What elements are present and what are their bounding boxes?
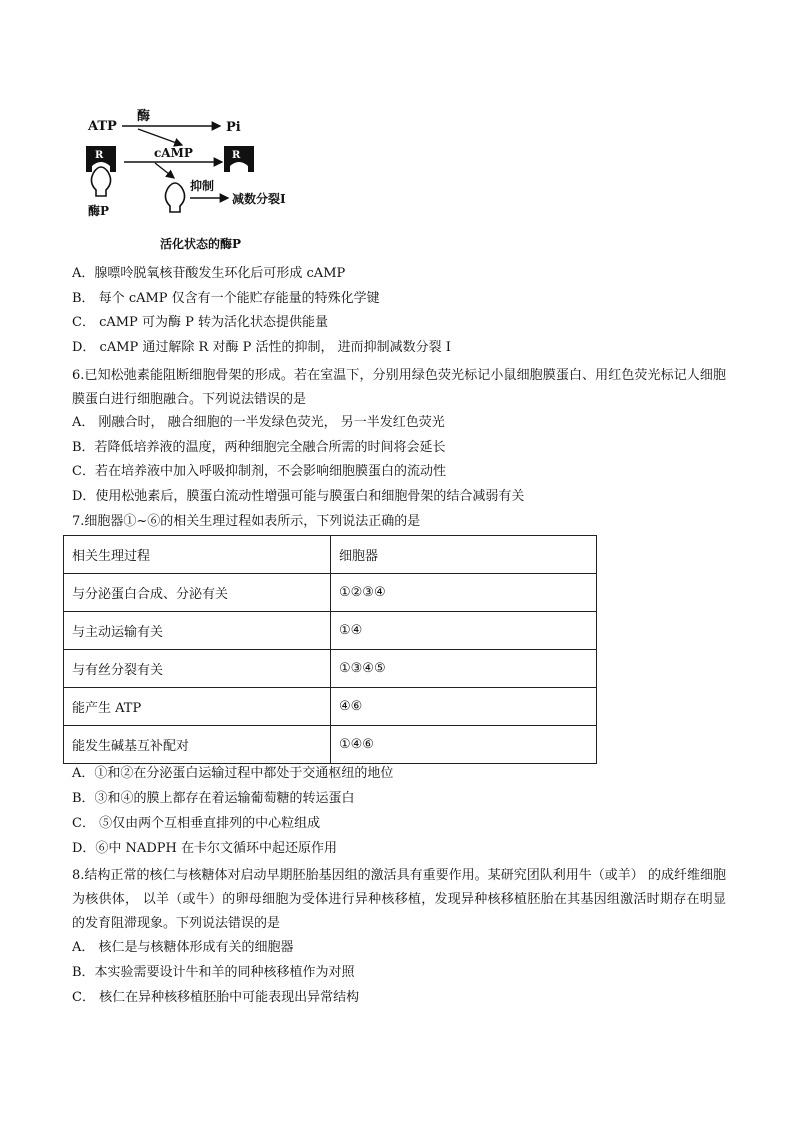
q7-option-c: C． ⑤仅由两个互相垂直排列的中心粒组成 bbox=[72, 816, 321, 831]
meiosis-label: 减数分裂I bbox=[232, 192, 286, 206]
table-cell: 能产生 ATP bbox=[64, 688, 331, 726]
table-cell: ④⑥ bbox=[331, 688, 597, 726]
inhibit-label: 抑制 bbox=[190, 179, 215, 193]
table-cell: 与主动运输有关 bbox=[64, 612, 331, 650]
atp-to-camp-arrow bbox=[138, 129, 182, 145]
r-label-left: R bbox=[95, 150, 104, 161]
q6-stem: 6.已知松弛素能阻断细胞骨架的形成。若在室温下，分别用绿色荧光标记小鼠细胞膜蛋白、用红色荧光标记人细胞膜蛋白进行细胞融合。下列说法错误的是 bbox=[72, 368, 726, 407]
q8-option-a: A． 核仁是与核糖体形成有关的细胞器 bbox=[72, 940, 294, 955]
table-cell: 与有丝分裂有关 bbox=[64, 650, 331, 688]
q5-option-a: A．腺嘌呤脱氧核苷酸发生环化后可形成 cAMP bbox=[72, 266, 346, 281]
q6-option-c: C．若在培养液中加入呼吸抑制剂，不会影响细胞膜蛋白的流动性 bbox=[72, 464, 446, 479]
q8-option-b: B．本实验需要设计牛和羊的同种核移植作为对照 bbox=[72, 965, 355, 980]
table-cell: ①④ bbox=[331, 612, 597, 650]
to-active-enzyme-arrow bbox=[155, 163, 174, 178]
table-row bbox=[64, 688, 597, 726]
q6-option-d: D．使用松弛素后，膜蛋白流动性增强可能与膜蛋白和细胞骨架的结合减弱有关 bbox=[72, 489, 525, 504]
table-row bbox=[64, 650, 597, 688]
table-cell: ①③④⑤ bbox=[331, 650, 597, 688]
q8-option-c: C． 核仁在异种核移植胚胎中可能表现出异常结构 bbox=[72, 990, 360, 1005]
table-cell: ①④⑥ bbox=[331, 726, 597, 764]
q5-option-b: B． 每个 cAMP 仅含有一个能贮存能量的特殊化学键 bbox=[72, 291, 380, 306]
q7-option-b: B．③和④的膜上都存在着运输葡萄糖的转运蛋白 bbox=[72, 791, 355, 806]
q7-option-d: D．⑥中 NADPH 在卡尔文循环中起还原作用 bbox=[72, 841, 337, 856]
enzyme-p-label: 酶P bbox=[88, 204, 110, 218]
activated-label: 活化状态的酶P bbox=[160, 237, 242, 251]
table-cell: ①②③④ bbox=[331, 574, 597, 612]
q7-option-a: A．①和②在分泌蛋白运输过程中都处于交通枢纽的地位 bbox=[72, 766, 394, 781]
pi-label: Pi bbox=[226, 120, 241, 135]
q6-option-a: A． 刚融合时， 融合细胞的一半发绿色荧光， 另一半发红色荧光 bbox=[72, 415, 445, 430]
q7-stem: 7.细胞器①~⑥的相关生理过程如表所示，下列说法正确的是 bbox=[72, 514, 421, 529]
table-row bbox=[64, 726, 597, 764]
table-header-organelle: 细胞器 bbox=[331, 536, 597, 574]
activated-enzyme-p bbox=[165, 183, 184, 212]
table-row bbox=[64, 612, 597, 650]
organelle-table bbox=[63, 535, 597, 764]
r-label-right: R bbox=[232, 150, 241, 161]
enzyme-p-left bbox=[91, 167, 110, 196]
table-cell: 与分泌蛋白合成、分泌有关 bbox=[64, 574, 331, 612]
table-header-row bbox=[64, 536, 597, 574]
q8-stem: 8.结构正常的核仁与核糖体对启动早期胚胎基因组的激活具有重要作用。某研究团队利用牛（或羊） 的成纤维细胞为核供体， 以羊（或牛）的卵母细胞为受体进行异种核移植，发现异种核移植胚胎在其基因组激活时期存在明显的发育阻滞现象。下列说法错误的是 bbox=[72, 868, 726, 931]
atp-label: ATP bbox=[88, 119, 117, 134]
camp-label: cAMP bbox=[154, 146, 193, 160]
table-cell: 能发生碱基互补配对 bbox=[64, 726, 331, 764]
enzyme-p-diagram bbox=[82, 100, 312, 255]
diagram-svg bbox=[82, 100, 312, 255]
enzyme-label: 酶 bbox=[137, 109, 151, 124]
q5-option-d: D． cAMP 通过解除 R 对酶 P 活性的抑制， 进而抑制减数分裂 I bbox=[72, 340, 451, 355]
q5-option-c: C． cAMP 可为酶 P 转为活化状态提供能量 bbox=[72, 315, 328, 330]
table-header-process: 相关生理过程 bbox=[64, 536, 331, 574]
table-row bbox=[64, 574, 597, 612]
q6-option-b: B．若降低培养液的温度，两种细胞完全融合所需的时间将会延长 bbox=[72, 440, 446, 455]
